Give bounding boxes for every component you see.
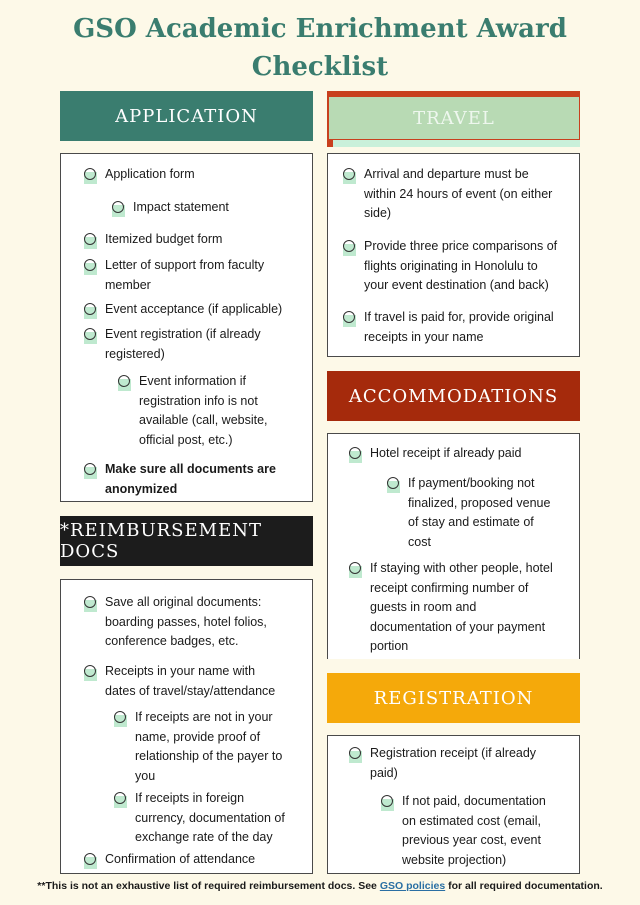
checkbox-icon[interactable] [84,853,98,869]
checkbox-icon[interactable] [343,311,357,327]
footnote-text-end: for all required documentation. [445,880,603,892]
accommodations-box [327,433,580,659]
title-line-2: Checklist [251,52,389,82]
checkbox-icon[interactable] [84,233,98,249]
checkbox-icon[interactable] [349,447,363,463]
checklist-item: If not paid, documentation on estimated cost (email, previous year cost, event website projection) [402,792,572,870]
reimbursement-heading: *REIMBURSEMENT DOCS [60,520,262,562]
travel-box [327,153,580,357]
checklist-item: Receipts in your name with dates of travel/stay/attendance [105,662,310,701]
footnote-text: **This is not an exhaustive list of required reimbursement docs. See [37,880,380,892]
reimbursement-banner [60,516,313,566]
checkbox-icon[interactable] [112,201,126,217]
checklist-item: Provide three price comparisons of flights originating in Honolulu to your event destination (and back) [364,237,576,296]
checklist-item: Make sure all documents are anonymized [105,460,310,499]
page-title [0,10,640,86]
checkbox-icon[interactable] [84,259,98,275]
reimbursement-box [60,579,313,874]
checklist-item: Arrival and departure must be within 24 hours of event (on either side) [364,165,576,224]
registration-banner [327,673,580,723]
checklist-item: If receipts are not in your name, provide proof of relationship of the payer to you [135,708,305,786]
checkbox-icon[interactable] [84,303,98,319]
checklist-item: If travel is paid for, provide original receipts in your name [364,308,576,347]
checkbox-icon[interactable] [381,795,395,811]
title-line-1: GSO Academic Enrichment Award [73,14,567,44]
checklist-item: Event registration (if already registered) [105,325,305,364]
checkbox-icon[interactable] [343,168,357,184]
checklist-item: Confirmation of attendance [105,850,310,870]
checkbox-icon[interactable] [84,665,98,681]
accommodations-heading: ACCOMMODATIONS [348,385,559,407]
registration-box [327,735,580,874]
checklist-item: Event information if registration info is not available (call, website, official post, etc.) [139,372,299,450]
checkbox-icon[interactable] [118,375,132,391]
application-box [60,153,313,502]
checklist-item: Event acceptance (if applicable) [105,300,310,320]
checklist-item: Letter of support from faculty member [105,256,305,295]
checkbox-icon[interactable] [349,562,363,578]
checklist-item: Itemized budget form [105,230,305,250]
application-banner [60,91,313,141]
checklist-item: Save all original documents: boarding passes, hotel folios, conference badges, etc. [105,593,310,652]
footnote [0,880,640,892]
checkbox-icon[interactable] [84,328,98,344]
checklist-item: Application form [105,165,305,185]
checkbox-icon[interactable] [84,596,98,612]
checkbox-icon[interactable] [84,463,98,479]
checkbox-icon[interactable] [343,240,357,256]
checkbox-icon[interactable] [114,792,128,808]
checklist-item: If receipts in foreign currency, documentation of exchange rate of the day [135,789,310,848]
application-heading: APPLICATION [115,105,258,127]
checklist-item: If staying with other people, hotel receipt confirming number of guests in room and documentation of your payment portion [370,559,577,657]
checkbox-icon[interactable] [349,747,363,763]
checklist-item: Impact statement [133,198,303,218]
travel-banner-stripe [333,140,580,147]
accommodations-banner [327,371,580,421]
travel-banner [329,97,579,139]
travel-heading: TRAVEL [413,107,495,129]
registration-heading: REGISTRATION [373,687,534,709]
checklist-item: Hotel receipt if already paid [370,444,575,464]
checkbox-icon[interactable] [84,168,98,184]
checkbox-icon[interactable] [114,711,128,727]
checklist-item: Registration receipt (if already paid) [370,744,575,783]
checkbox-icon[interactable] [387,477,401,493]
checklist-item: If payment/booking not finalized, proposed venue of stay and estimate of cost [408,474,573,552]
gso-policies-link[interactable]: GSO policies [379,880,446,892]
